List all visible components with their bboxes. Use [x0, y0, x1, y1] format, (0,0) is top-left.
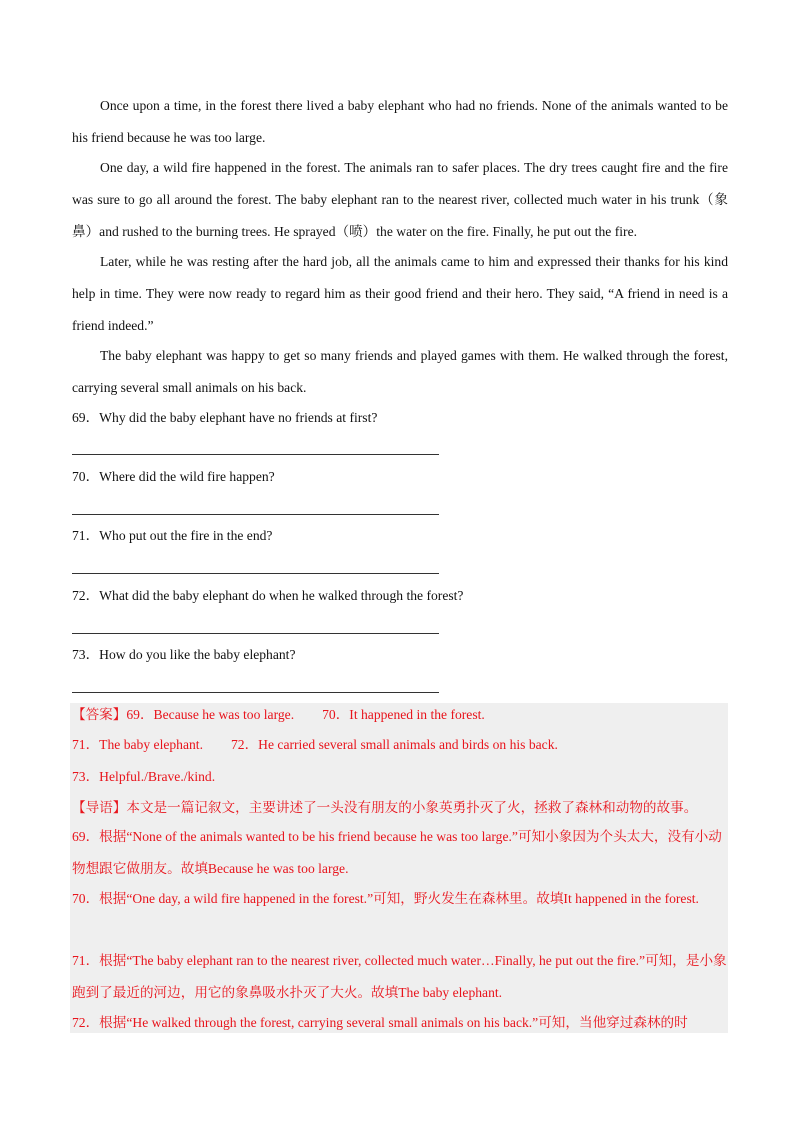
explanation-71: 71．根据“The baby elephant ran to the nearest river, collected much water…Finally, he put out the fire.”可知，是小象跑到了最近的河边，用它的象鼻吸水扑灭了大火。故填The baby elephant.	[72, 953, 727, 1000]
explanation-70: 70．根据“One day, a wild fire happened in the forest.”可知，野火发生在森林里。故填It happened in the forest.	[72, 891, 699, 906]
question-70: 70．Where did the wild fire happen?	[72, 469, 275, 484]
answer-line-71[interactable]	[72, 573, 439, 574]
question-71: 71．Who put out the fire in the end?	[72, 528, 273, 543]
answer-line-72[interactable]	[72, 633, 439, 634]
answer-70: 70．It happened in the forest.	[322, 707, 485, 722]
answer-key-line-2	[72, 735, 558, 755]
passage-paragraph-2: One day, a wild fire happened in the forest. The animals ran to safer places. The dry trees caught fire and the fire was sure to go all around the forest. The baby elephant ran to the nearest river, collected much water in his trunk（象鼻）and rushed to the burning trees. He sprayed（喷）the water on the fire. Finally, he put out the fire.	[72, 160, 728, 239]
answer-line-70[interactable]	[72, 514, 439, 515]
question-73: 73．How do you like the baby elephant?	[72, 647, 296, 662]
answer-key-line-1	[72, 705, 485, 725]
explanation-72: 72．根据“He walked through the forest, carrying several small animals on his back.”可知，当他穿过森林的时	[72, 1015, 688, 1030]
passage-paragraph-4: The baby elephant was happy to get so many friends and played games with them. He walked through the forest, carrying several small animals on his back.	[72, 348, 728, 395]
question-72: 72．What did the baby elephant do when he walked through the forest?	[72, 588, 464, 603]
explanation-69: 69．根据“None of the animals wanted to be his friend because he was too large.”可知小象因为个头太大，没有小动物想跟它做朋友。故填Because he was too large.	[72, 829, 722, 876]
answer-73: 73．Helpful./Brave./kind.	[72, 769, 216, 784]
answer-69: 【答案】69．Because he was too large.	[72, 707, 295, 722]
passage-paragraph-3: Later, while he was resting after the hard job, all the animals came to him and expressed their thanks for his kind help in time. They were now ready to regard him as their good friend and their hero. They said, “A friend in need is a friend indeed.”	[72, 254, 728, 333]
answer-72: 72．He carried several small animals and birds on his back.	[231, 737, 558, 752]
answer-line-73[interactable]	[72, 692, 439, 693]
answer-71: 71．The baby elephant.	[72, 737, 203, 752]
answer-line-69[interactable]	[72, 454, 439, 455]
answer-guide: 【导语】本文是一篇记叙文，主要讲述了一头没有朋友的小象英勇扑灭了火，拯救了森林和动物的故事。	[72, 800, 698, 815]
passage-paragraph-1: Once upon a time, in the forest there lived a baby elephant who had no friends. None of the animals wanted to be his friend because he was too large.	[72, 98, 728, 145]
question-69: 69．Why did the baby elephant have no friends at first?	[72, 410, 378, 425]
